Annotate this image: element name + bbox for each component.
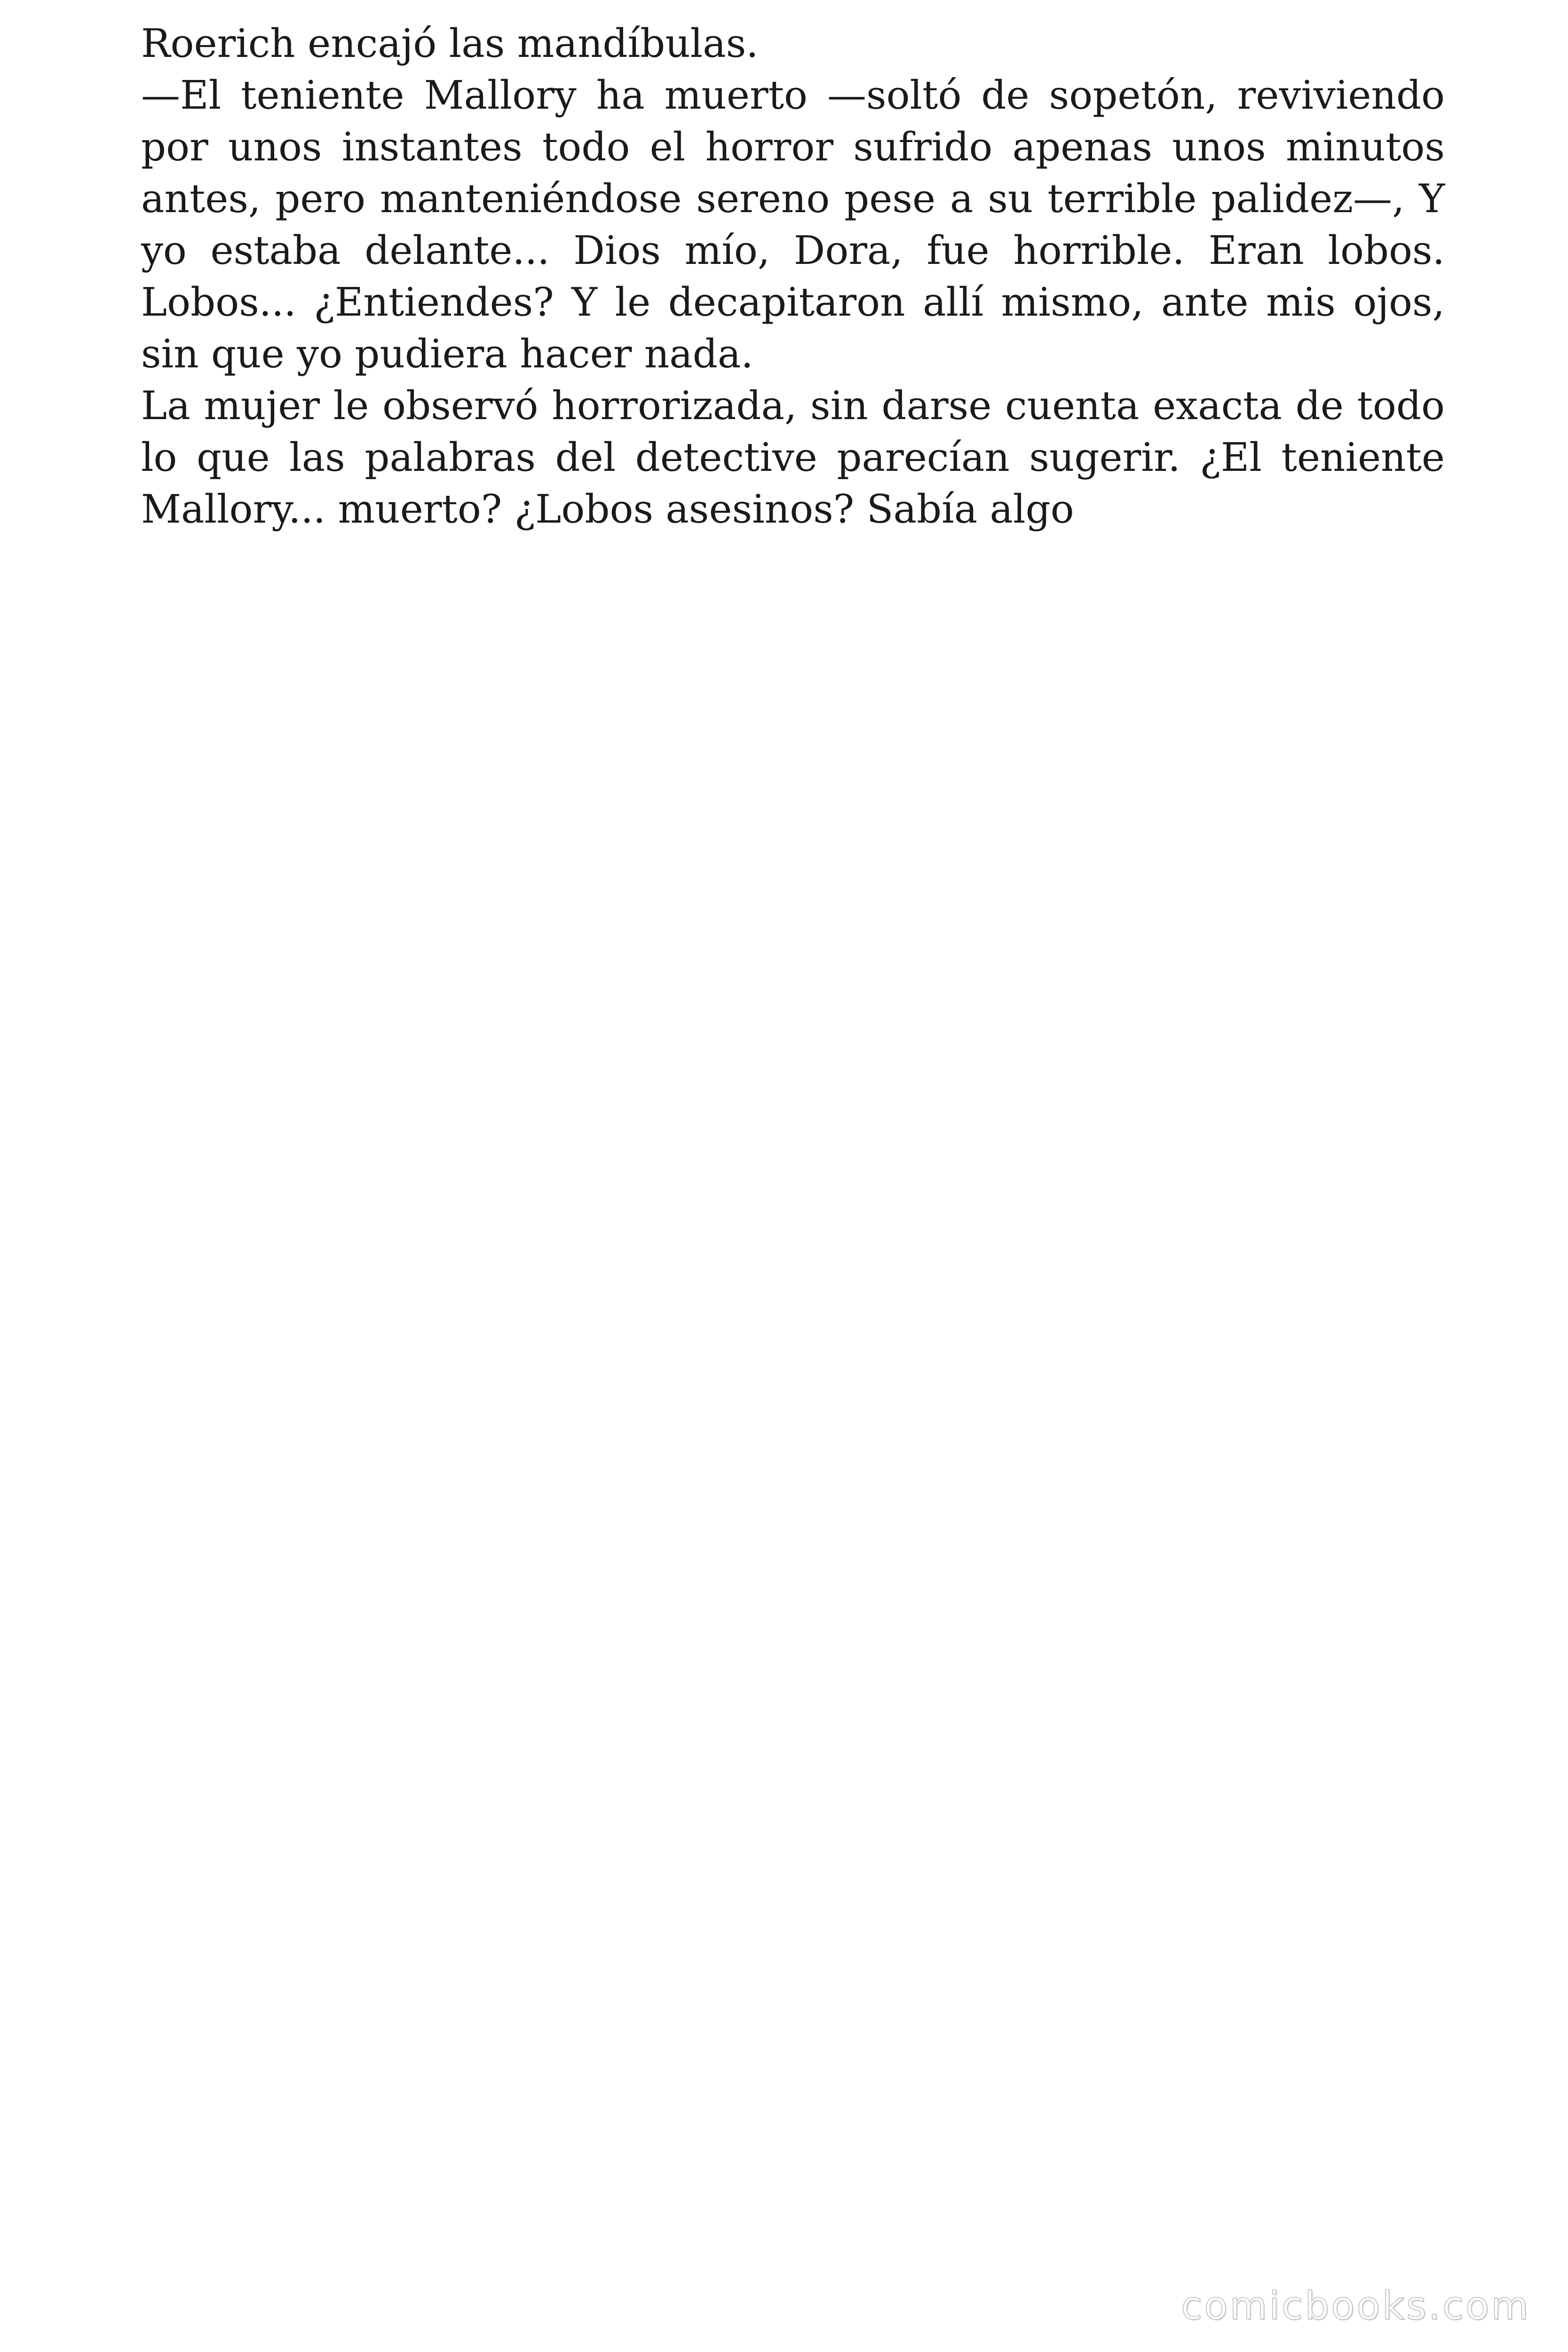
watermark: comicbooks.com [1181, 2284, 1530, 2328]
paragraph-2: —El teniente Mallory ha muerto —soltó de sopetón, reviviendo por unos instantes todo el horror sufrido apenas unos minutos antes, pero manteniéndose sereno pese a su terrible palidez—, Y yo estaba delante... Dios mío, Dora, fue horrible. Eran lobos. Lobos... ¿Entiendes? Y le decapitaron allí mismo, ante mis ojos, sin que yo pudiera hacer nada. [141, 72, 1445, 377]
paragraph-1: Roerich encajó las mandíbulas. [141, 21, 759, 66]
paragraph-3: La mujer le observó horrorizada, sin darse cuenta exacta de todo lo que las palabras del detective parecían sugerir. ¿El teniente Mallory... muerto? ¿Lobos asesinos? Sabía algo [141, 383, 1445, 532]
body-text [141, 18, 1445, 535]
